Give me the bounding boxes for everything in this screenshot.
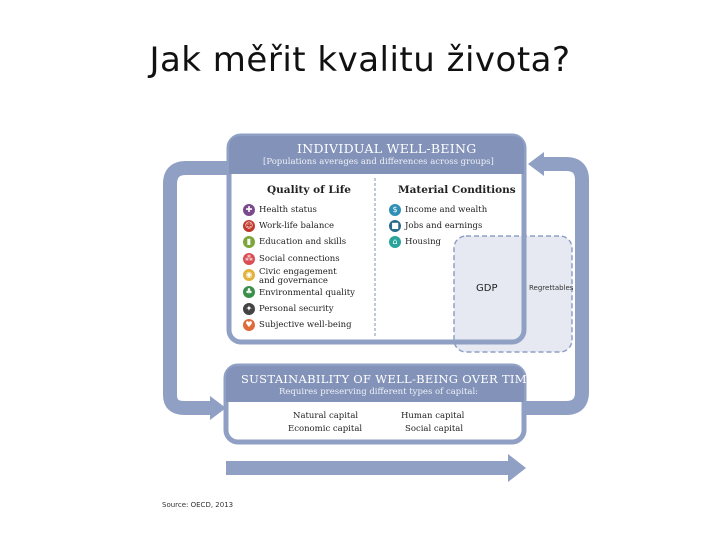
sustainability-subtitle: Requires preserving different types of capital:	[279, 387, 479, 397]
list-item-continuation: and governance	[259, 276, 328, 286]
list-item: Work-life balance	[259, 221, 335, 231]
jobs-icon: ■	[389, 220, 401, 232]
house-icon: ⌂	[389, 236, 401, 248]
list-item: Jobs and earnings	[405, 221, 483, 231]
economic-capital: Economic capital	[288, 424, 363, 434]
individual-title: INDIVIDUAL WELL-BEING	[297, 141, 477, 156]
security-icon: ✦	[243, 303, 255, 315]
slide-title: Jak měřit kvalitu života?	[149, 40, 571, 80]
list-item: Subjective well-being	[259, 320, 352, 330]
material-conditions-heading: Material Conditions	[398, 184, 516, 196]
regrettables-label: Regrettables	[529, 284, 574, 292]
gdp-label: GDP	[476, 283, 498, 294]
list-item: Environmental quality	[259, 288, 355, 298]
list-item: Education and skills	[259, 237, 347, 247]
time-arrow-head	[508, 454, 526, 482]
social-icon: ⁂	[245, 254, 253, 263]
natural-capital: Natural capital	[293, 411, 359, 421]
list-item: Personal security	[259, 304, 334, 314]
source-note: Source: OECD, 2013	[162, 501, 234, 509]
income-icon: $	[389, 204, 401, 216]
human-capital: Human capital	[401, 411, 465, 421]
list-item: Social connections	[259, 254, 340, 264]
gdp-box	[454, 236, 572, 352]
education-icon: ▮	[243, 236, 255, 248]
social-capital: Social capital	[405, 424, 464, 434]
leaf-icon: ♣	[243, 286, 255, 298]
right-loop-arrowhead	[528, 152, 544, 176]
time-arrow-shaft	[226, 461, 510, 475]
list-item: Income and wealth	[405, 205, 488, 215]
sustainability-title: SUSTAINABILITY OF WELL-BEING OVER TIME	[241, 372, 536, 386]
heart-icon: ♥	[243, 319, 255, 331]
individual-subtitle: [Populations averages and differences across groups]	[263, 157, 494, 167]
list-item: Civic engagement	[259, 267, 337, 277]
civic-icon: ◉	[243, 269, 255, 281]
health-cross-icon: ✚	[243, 204, 255, 216]
quality-of-life-heading: Quality of Life	[267, 184, 351, 196]
work-life-icon: ☺	[244, 221, 254, 230]
list-item: Health status	[259, 205, 317, 215]
left-loop-arrow	[170, 168, 228, 408]
list-item: Housing	[405, 237, 442, 247]
